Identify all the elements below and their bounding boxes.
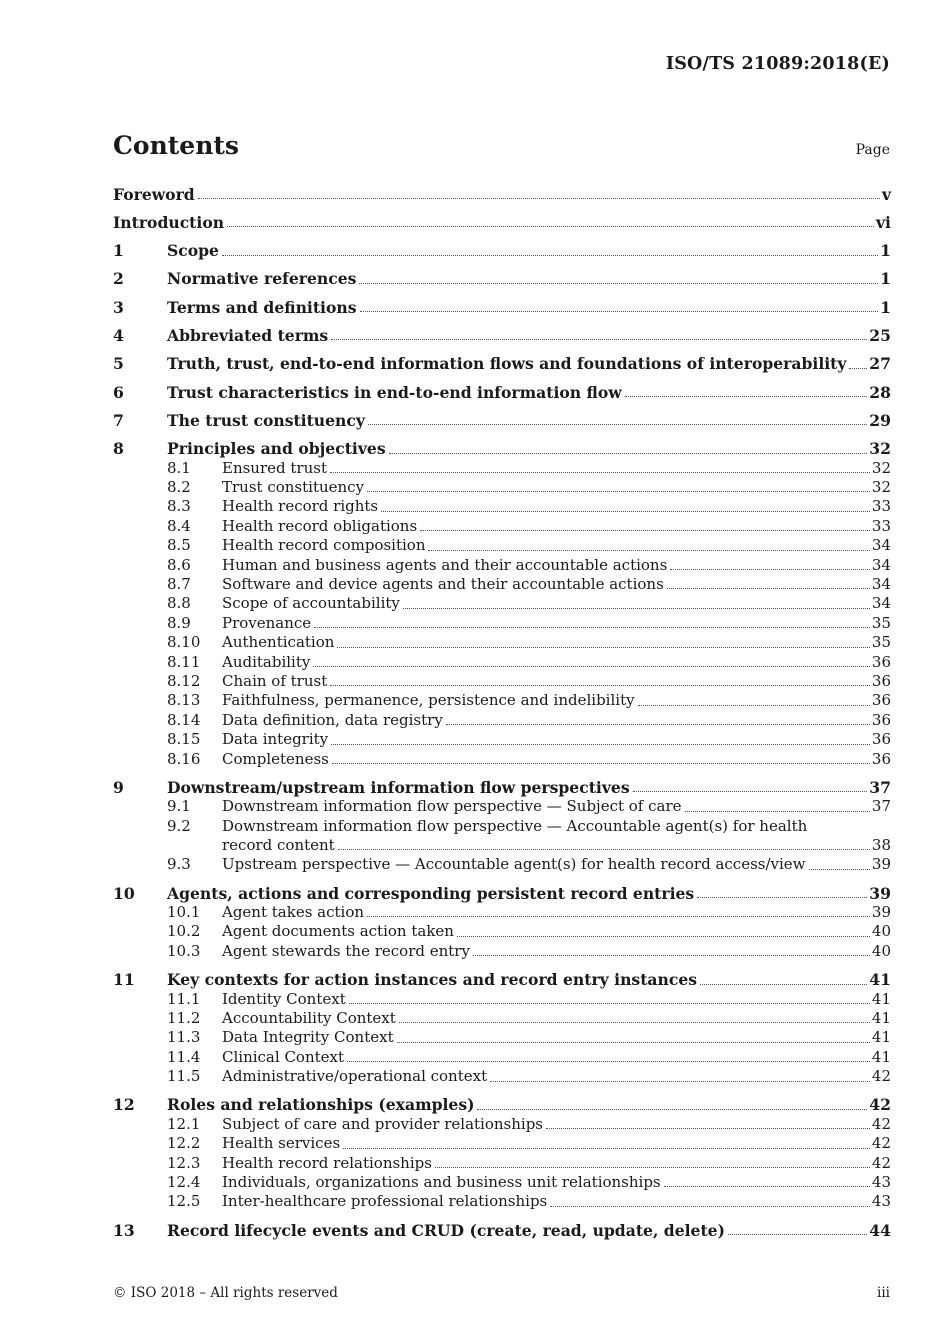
toc-entry-number: 8.2 (167, 478, 191, 497)
toc-entry-number: 12.1 (167, 1114, 201, 1133)
toc-subsection-entry[interactable] (113, 478, 891, 497)
toc-entry-number: 11 (113, 970, 135, 990)
toc-section-entry[interactable] (113, 184, 891, 204)
toc-section-entry[interactable] (113, 261, 891, 289)
toc-entry-page: 32 (871, 458, 891, 477)
toc-entry-title: Agents, actions and corresponding persistent record entries (167, 883, 695, 903)
toc-entry-title: Upstream perspective — Accountable agent(s) for health record access/view (222, 855, 806, 874)
dot-leader (457, 936, 870, 937)
toc-entry-number: 4 (113, 326, 124, 346)
toc-entry-page: 39 (869, 883, 891, 903)
toc-entry-number: 8 (113, 439, 124, 459)
toc-entry-number: 9.1 (167, 797, 191, 816)
dot-leader (349, 1003, 870, 1004)
toc-entry-page: 39 (871, 855, 891, 874)
toc-entry-page: 29 (869, 410, 891, 430)
dot-leader (638, 705, 870, 706)
toc-section-entry[interactable] (113, 961, 891, 989)
toc-entry-number: 8.5 (167, 536, 191, 555)
toc-entry-title: Terms and definitions (167, 297, 357, 317)
toc-entry-number: 8.4 (167, 516, 191, 535)
toc-entry-number: 10.2 (167, 922, 201, 941)
page-number: iii (877, 1285, 890, 1301)
toc-subsection-entry[interactable] (113, 1009, 891, 1028)
dot-leader (633, 791, 868, 792)
toc-entry-page: 40 (871, 941, 891, 960)
toc-entry-page: 37 (869, 777, 891, 797)
toc-section-entry[interactable] (113, 317, 891, 345)
toc-entry-page: 36 (871, 749, 891, 768)
dot-leader (338, 849, 870, 850)
toc-subsection-entry[interactable] (113, 942, 891, 961)
dot-leader (381, 511, 870, 512)
toc-entry-title: Human and business agents and their accountable actions (222, 555, 668, 574)
dot-leader (728, 1234, 867, 1235)
toc-entry-page: 32 (871, 478, 891, 497)
dot-leader (446, 724, 870, 725)
toc-entry-page: 40 (871, 922, 891, 941)
toc-entry-page: 36 (871, 652, 891, 671)
dot-leader (670, 569, 870, 570)
toc-subsection-entry[interactable] (113, 653, 891, 672)
toc-entry-title: Agent documents action taken (222, 922, 454, 941)
toc-entry-page: 32 (869, 439, 891, 459)
toc-subsection-entry[interactable] (113, 1067, 891, 1086)
toc-subsection-entry[interactable] (113, 855, 891, 874)
toc-entry-title: Authentication (222, 633, 335, 652)
toc-section-entry[interactable] (113, 875, 891, 903)
dot-leader (397, 1042, 870, 1043)
dot-leader (198, 198, 880, 199)
toc-entry-number: 12.2 (167, 1134, 201, 1153)
toc-section-entry[interactable] (113, 1212, 891, 1240)
toc-entry-number: 12.4 (167, 1172, 201, 1191)
toc-entry-title: Individuals, organizations and business unit relationships (222, 1172, 661, 1191)
toc-entry-page: 41 (871, 1047, 891, 1066)
toc-entry-page: 25 (869, 326, 891, 346)
toc-subsection-entry[interactable] (113, 672, 891, 691)
dot-leader (685, 811, 870, 812)
toc-section-entry[interactable] (113, 232, 891, 260)
toc-entry-number: 8.10 (167, 633, 201, 652)
toc-entry-number: 8.16 (167, 749, 201, 768)
toc-entry-number: 10.3 (167, 941, 201, 960)
dot-leader (389, 453, 868, 454)
toc-entry-number: 1 (113, 241, 124, 261)
toc-entry-title: Clinical Context (222, 1047, 344, 1066)
toc-entry-page: 34 (871, 575, 891, 593)
toc-section-entry[interactable] (113, 402, 891, 430)
dot-leader (403, 608, 870, 609)
toc-entry-page: 42 (869, 1095, 891, 1115)
toc-entry-title: Health record relationships (222, 1153, 432, 1172)
toc-entry-title: Downstream information flow perspective — Subject of care (222, 797, 682, 816)
toc-entry-title: Foreword (113, 184, 195, 204)
dot-leader (546, 1128, 870, 1129)
toc-entry-number: 12 (113, 1095, 135, 1115)
toc-entry-number: 8.15 (167, 730, 201, 749)
dot-leader (368, 424, 867, 425)
toc-subsection-entry[interactable] (113, 1028, 891, 1047)
dot-leader (360, 311, 879, 312)
toc-entry-number: 5 (113, 354, 124, 374)
dot-leader (428, 550, 869, 551)
toc-subsection-entry[interactable] (113, 614, 891, 633)
toc-subsection-entry[interactable] (113, 903, 891, 922)
toc-entry-title: Health record obligations (222, 516, 418, 535)
toc-entry-title: Introduction (113, 212, 225, 232)
toc-entry-page: 43 (871, 1172, 891, 1191)
toc-entry-number: 8.6 (167, 555, 191, 574)
toc-entry-number: 12.3 (167, 1153, 201, 1172)
toc-entry-number: 10.1 (167, 903, 201, 922)
toc-entry-page: 38 (871, 835, 891, 854)
toc-entry-page: 35 (871, 613, 891, 632)
toc-entry-number: 13 (113, 1220, 135, 1240)
toc-entry-page: 37 (871, 797, 891, 816)
toc-entry-page: 41 (869, 970, 891, 990)
toc-entry-title: Subject of care and provider relationships (222, 1114, 543, 1133)
dot-leader (625, 396, 868, 397)
dot-leader (667, 588, 870, 589)
toc-entry-title: Administrative/operational context (222, 1067, 488, 1086)
toc-entry-title: Trust characteristics in end-to-end information flow (167, 382, 622, 402)
toc-entry-number: 11.3 (167, 1028, 201, 1047)
dot-leader (367, 916, 870, 917)
toc-entry-page: 42 (871, 1114, 891, 1133)
toc-entry-title: Agent takes action (222, 903, 365, 922)
toc-entry-page: 33 (871, 516, 891, 535)
toc-entry-number: 6 (113, 382, 124, 402)
toc-entry-title: Trust constituency (222, 478, 365, 497)
toc-entry-number: 8.11 (167, 652, 201, 671)
toc-entry-number: 9 (113, 777, 124, 797)
toc-entry-page: v (881, 184, 891, 204)
toc-entry-page: 34 (871, 536, 891, 555)
dot-leader (314, 627, 870, 628)
dot-leader (227, 226, 874, 227)
table-of-contents (113, 184, 891, 1240)
toc-entry-title: Inter-healthcare professional relationships (222, 1192, 548, 1211)
toc-subsection-entry[interactable] (113, 1048, 891, 1067)
toc-subsection-entry[interactable] (113, 922, 891, 941)
toc-entry-title: Health services (222, 1134, 341, 1153)
toc-entry-title: Health record composition (222, 536, 426, 555)
toc-entry-title: Roles and relationships (examples) (167, 1095, 475, 1115)
dot-leader (347, 1061, 870, 1062)
toc-entry-title: Key contexts for action instances and record entry instances (167, 970, 698, 990)
dot-leader (849, 368, 867, 369)
copyright-notice: © ISO 2018 – All rights reserved (113, 1285, 338, 1301)
dot-leader (809, 869, 870, 870)
toc-entry-title: Software and device agents and their accountable actions (222, 575, 664, 593)
toc-entry-page: 42 (871, 1067, 891, 1086)
toc-entry-title: Principles and objectives (167, 439, 386, 459)
toc-entry-title: Normative references (167, 269, 357, 289)
toc-entry-title: Abbreviated terms (167, 326, 329, 346)
toc-entry-title: Data integrity (222, 730, 329, 749)
toc-section-entry[interactable] (113, 289, 891, 317)
document-id: ISO/TS 21089:2018(E) (665, 54, 890, 74)
toc-subsection-entry[interactable] (113, 730, 891, 749)
toc-entry-title: Auditability (222, 652, 311, 671)
toc-entry-title: Scope of accountability (222, 594, 400, 613)
toc-entry-page: 41 (871, 1028, 891, 1047)
toc-entry-number: 9.3 (167, 855, 191, 874)
toc-entry-page: 39 (871, 903, 891, 922)
toc-entry-number: 8.13 (167, 691, 201, 710)
toc-entry-page: 28 (869, 382, 891, 402)
toc-entry-number: 8.8 (167, 594, 191, 613)
toc-entry-title: Downstream information flow perspective — Accountable agent(s) for health (222, 816, 808, 835)
dot-leader (331, 744, 870, 745)
toc-entry-number: 8.7 (167, 575, 191, 593)
toc-entry-page: 35 (871, 633, 891, 652)
toc-entry-number: 8.1 (167, 458, 191, 477)
toc-entry-page: 1 (880, 241, 891, 261)
toc-subsection-entry[interactable] (113, 1192, 891, 1211)
toc-subsection-entry[interactable] (113, 536, 891, 555)
toc-entry-page: 1 (880, 297, 891, 317)
toc-entry-title: Provenance (222, 613, 312, 632)
toc-subsection-entry[interactable] (113, 459, 891, 478)
toc-section-entry[interactable] (113, 374, 891, 402)
toc-entry-page: 36 (871, 671, 891, 690)
dot-leader (331, 339, 867, 340)
dot-leader (550, 1206, 870, 1207)
toc-subsection-entry[interactable] (113, 750, 891, 769)
toc-entry-page: 42 (871, 1153, 891, 1172)
toc-entry-page: 1 (880, 269, 891, 289)
toc-subsection-entry[interactable] (113, 497, 891, 516)
toc-subsection-entry[interactable] (113, 1115, 891, 1134)
toc-subsection-entry[interactable] (113, 594, 891, 613)
toc-entry-page: 33 (871, 497, 891, 516)
toc-entry-title: Completeness (222, 749, 329, 768)
toc-entry-number: 8.14 (167, 710, 201, 729)
toc-subsection-entry[interactable] (113, 1173, 891, 1192)
toc-subsection-entry[interactable] (113, 556, 891, 575)
dot-leader (477, 1109, 867, 1110)
toc-entry-title: Data definition, data registry (222, 710, 443, 729)
toc-entry-number: 11.5 (167, 1067, 201, 1086)
toc-entry-title-continued: record content (222, 835, 335, 854)
toc-entry-page: 41 (871, 989, 891, 1008)
toc-subsection-entry[interactable] (113, 1134, 891, 1153)
toc-entry-page: 42 (871, 1134, 891, 1153)
toc-entry-title: Accountability Context (222, 1008, 396, 1027)
toc-entry-title: Truth, trust, end-to-end information flows and foundations of interoperability (167, 354, 847, 374)
toc-subsection-entry[interactable] (113, 517, 891, 536)
toc-entry-title: Faithfulness, permanence, persistence and indelibility (222, 691, 635, 710)
dot-leader (332, 763, 870, 764)
toc-entry-page: 34 (871, 594, 891, 613)
toc-entry-number: 8.3 (167, 497, 191, 516)
toc-entry-number: 10 (113, 883, 135, 903)
toc-section-entry[interactable] (113, 1087, 891, 1115)
page-column-label: Page (855, 142, 890, 158)
toc-section-entry[interactable] (113, 345, 891, 373)
toc-entry-title: Ensured trust (222, 458, 327, 477)
toc-entry-title: Record lifecycle events and CRUD (create, read, update, delete) (167, 1220, 725, 1240)
dot-leader (330, 685, 870, 686)
toc-entry-page: 27 (869, 354, 891, 374)
dot-leader (490, 1081, 870, 1082)
toc-entry-number: 12.5 (167, 1192, 201, 1211)
toc-subsection-entry[interactable] (113, 691, 891, 710)
toc-entry-number: 11.4 (167, 1047, 201, 1066)
toc-entry-page: 36 (871, 730, 891, 749)
toc-entry-title: The trust constituency (167, 410, 365, 430)
toc-entry-title: Agent stewards the record entry (222, 941, 470, 960)
dot-leader (700, 984, 867, 985)
dot-leader (330, 472, 870, 473)
toc-subsection-entry[interactable] (113, 633, 891, 652)
toc-entry-number: 11.1 (167, 989, 201, 1008)
toc-section-entry[interactable] (113, 769, 891, 797)
toc-entry-page: 34 (871, 555, 891, 574)
dot-leader (337, 647, 870, 648)
toc-entry-number: 8.9 (167, 613, 191, 632)
dot-leader (435, 1167, 870, 1168)
toc-entry-number: 11.2 (167, 1008, 201, 1027)
dot-leader (343, 1148, 870, 1149)
dot-leader (359, 283, 878, 284)
dot-leader (313, 666, 870, 667)
dot-leader (222, 255, 878, 256)
dot-leader (420, 530, 870, 531)
dot-leader (399, 1022, 870, 1023)
toc-subsection-entry[interactable] (113, 1154, 891, 1173)
toc-entry-number: 7 (113, 410, 124, 430)
toc-entry-page: 36 (871, 710, 891, 729)
toc-entry-title: Data Integrity Context (222, 1028, 394, 1047)
toc-entry-title: Chain of trust (222, 671, 328, 690)
toc-entry-title: Downstream/upstream information flow perspectives (167, 777, 630, 797)
toc-entry-page: 36 (871, 691, 891, 710)
toc-section-entry[interactable] (113, 430, 891, 458)
toc-entry-title: Scope (167, 241, 219, 261)
toc-entry-page: 41 (871, 1008, 891, 1027)
dot-leader (367, 491, 870, 492)
toc-subsection-entry[interactable] (113, 990, 891, 1009)
toc-subsection-entry[interactable] (113, 797, 891, 816)
toc-entry-number: 3 (113, 297, 124, 317)
toc-subsection-entry[interactable] (113, 711, 891, 730)
toc-subsection-entry[interactable] (113, 817, 891, 856)
toc-entry-number: 8.12 (167, 671, 201, 690)
toc-entry-number: 9.2 (167, 816, 191, 835)
toc-entry-title: Identity Context (222, 989, 346, 1008)
dot-leader (697, 897, 867, 898)
toc-entry-page: vi (876, 212, 891, 232)
dot-leader (473, 955, 870, 956)
page-title: Contents (113, 131, 240, 160)
toc-entry-page: 43 (871, 1192, 891, 1211)
toc-subsection-entry[interactable] (113, 575, 891, 594)
toc-section-entry[interactable] (113, 204, 891, 232)
dot-leader (664, 1186, 870, 1187)
toc-entry-title: Health record rights (222, 497, 379, 516)
toc-entry-page: 44 (869, 1220, 891, 1240)
toc-entry-number: 2 (113, 269, 124, 289)
